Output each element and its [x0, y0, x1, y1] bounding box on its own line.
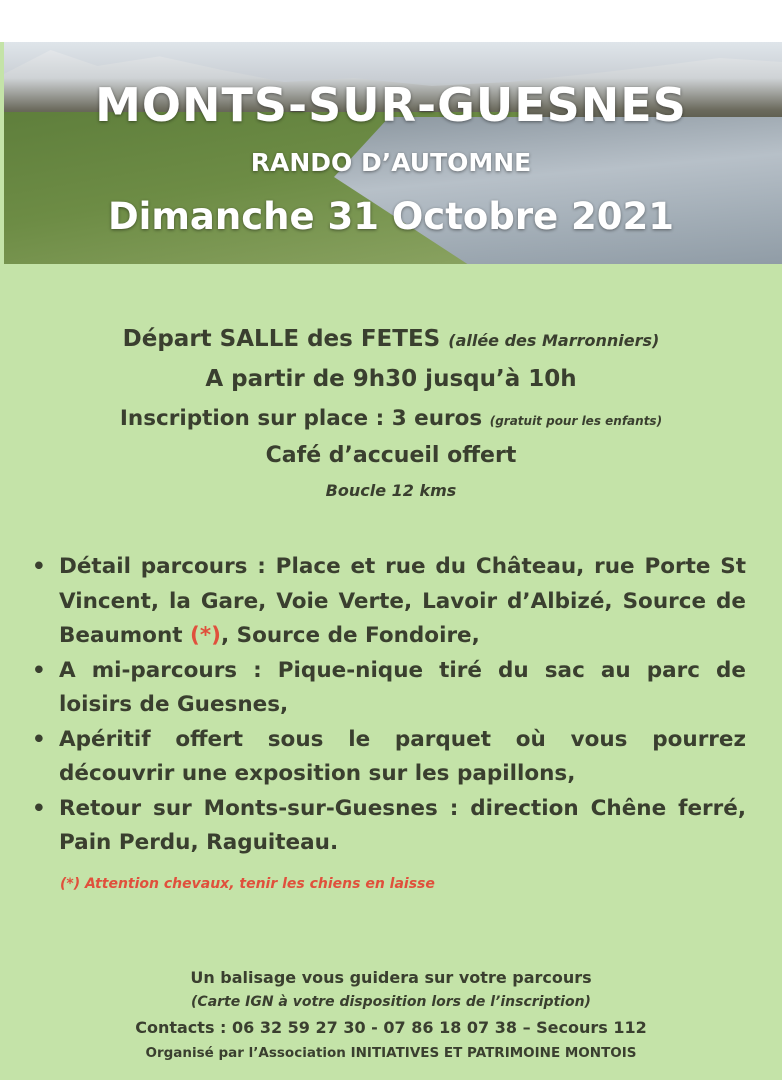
bullet-icon: •	[32, 795, 46, 821]
list-item	[30, 723, 746, 792]
registration-detail: (gratuit pour les enfants)	[489, 414, 663, 428]
list-item-text: , Source de Fondoire,	[220, 623, 480, 648]
town-title: MONTS-SUR-GUESNES	[95, 78, 687, 132]
list-item	[30, 550, 746, 654]
route-details-list	[30, 550, 746, 861]
event-subtitle: RANDO D’AUTOMNE	[250, 148, 532, 177]
event-date: Dimanche 31 Octobre 2021	[107, 195, 675, 238]
coffee-line: Café d’accueil offert	[265, 443, 517, 468]
departure-line	[0, 326, 782, 352]
departure-detail: (allée des Marronniers)	[448, 331, 660, 350]
footnote-marker: (*)	[190, 623, 221, 648]
list-item-text: Apéritif offert sous le parquet où vous pourrez découvrir une exposition sur les papillons,	[59, 726, 746, 786]
map-info: (Carte IGN à votre disposition lors de l’inscription)	[191, 994, 591, 1010]
bullet-icon: •	[32, 657, 46, 683]
start-time: A partir de 9h30 jusqu’à 10h	[205, 366, 577, 392]
registration-line	[0, 406, 782, 431]
bullet-icon: •	[32, 554, 46, 579]
list-item-text: A mi-parcours : Pique-nique tiré du sac au parc de loisirs de Guesnes,	[59, 657, 746, 717]
list-item-text: Retour sur Monts-sur-Guesnes : direction Chêne ferré, Pain Perdu, Raguiteau.	[59, 795, 746, 855]
departure-main: Départ SALLE des FETES	[122, 326, 441, 352]
list-item	[30, 792, 746, 861]
footnote-warning: (*) Attention chevaux, tenir les chiens en laisse	[60, 876, 435, 892]
organizer-line: Organisé par l’Association INITIATIVES ET PATRIMOINE MONTOIS	[145, 1045, 637, 1061]
list-item-text: Détail parcours : Place et rue du Château, rue Porte St Vincent, la Gare, Voie Verte, Lavoir d’Albizé, Source de Beaumont	[59, 554, 746, 648]
list-item	[30, 654, 746, 723]
bullet-icon: •	[32, 726, 46, 752]
contacts-line: Contacts : 06 32 59 27 30 - 07 86 18 07 38 – Secours 112	[135, 1018, 647, 1037]
marking-info: Un balisage vous guidera sur votre parcours	[190, 968, 592, 987]
registration-main: Inscription sur place : 3 euros	[119, 406, 483, 431]
loop-distance: Boucle 12 kms	[325, 481, 457, 500]
